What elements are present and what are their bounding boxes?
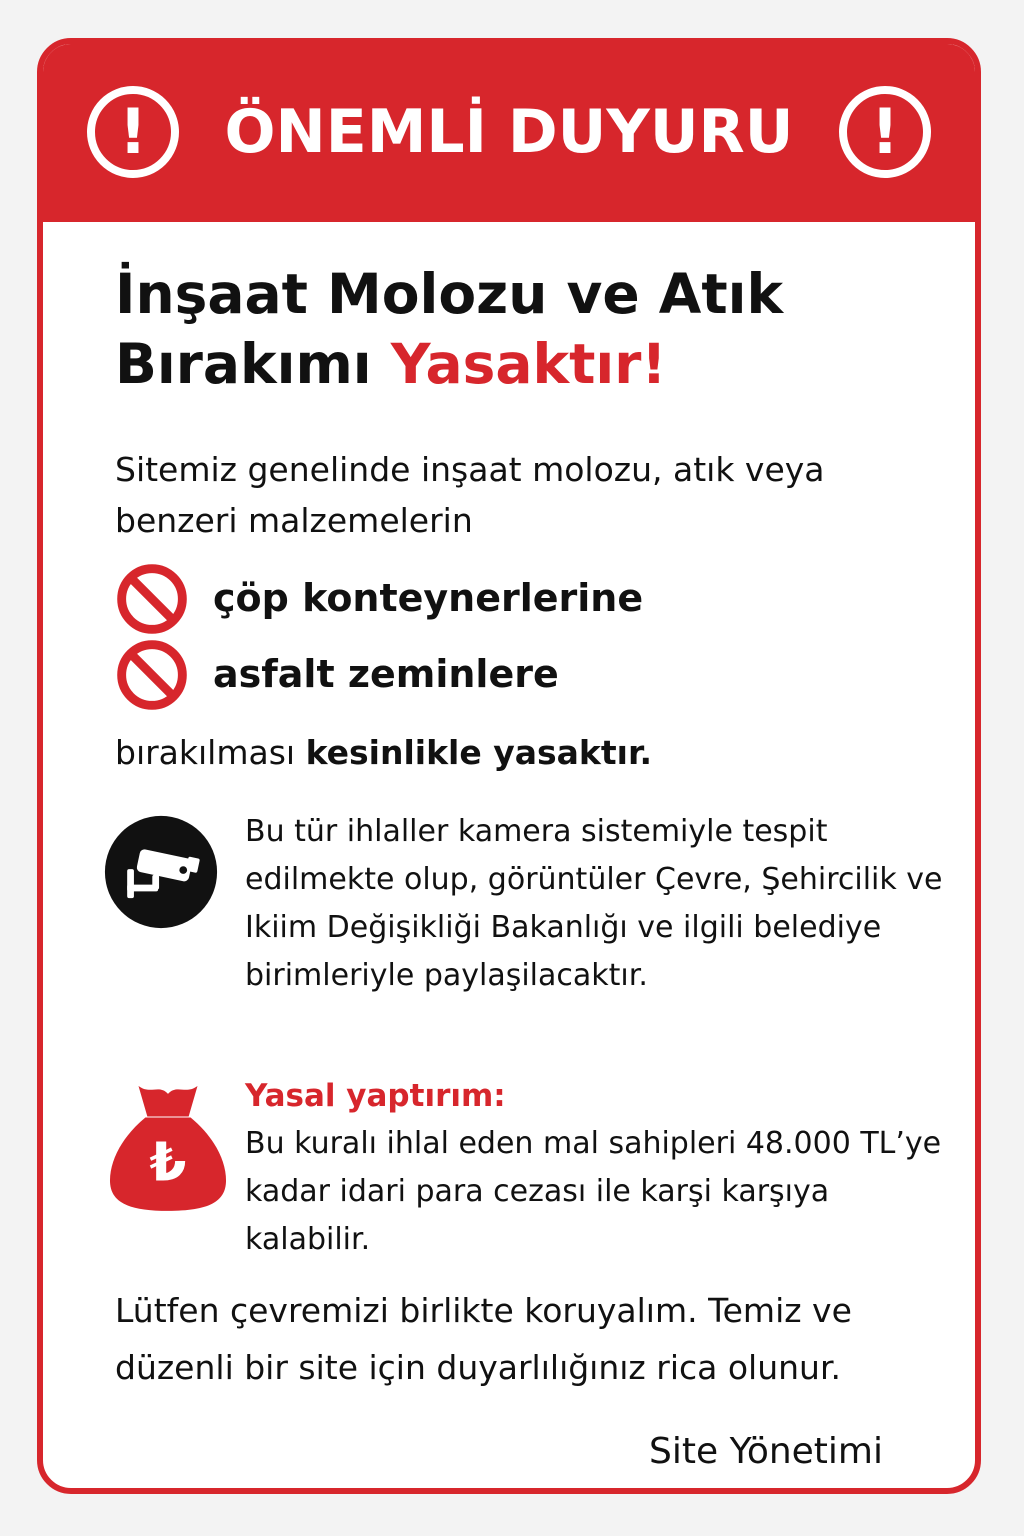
alert-glyph: ! <box>870 95 900 168</box>
closing-message: Lütfen çevremizi birlikte koruyalım. Temiz ve düzenli bir site için duyarlılığınız rica olunur. <box>115 1291 852 1387</box>
headline-emphasis: Yasaktır! <box>390 332 667 396</box>
no-entry-icon <box>115 562 189 636</box>
alert-icon <box>87 86 179 178</box>
headline-line-2-prefix: Bırakımı <box>115 332 391 396</box>
ban-statement-emphasis: kesinlikle yasaktır. <box>305 733 653 772</box>
no-entry-icon <box>115 638 189 712</box>
ban-statement <box>115 727 935 779</box>
ban-statement-prefix: bırakılması <box>115 733 306 772</box>
camera-notice-text: Bu tür ihlaller kamera sistemiyle tespit edilmekte olup, görüntüler Çevre, Şehircilik ve Ikiim Değişikliği Bakanlığı ve ilgili belediye birimleriyle paylaşilacaktır. <box>245 814 943 993</box>
announcement-sign <box>37 38 981 1494</box>
prohibition-headline <box>115 259 935 399</box>
announcement-title: ÖNEMLİ DUYURU <box>224 97 794 167</box>
site-management-signature: Site Yönetimi <box>649 1431 883 1472</box>
prohibited-place-label: çöp konteynerlerine <box>213 576 644 620</box>
turkish-lira-symbol: ₺ <box>149 1131 187 1194</box>
headline-line-1: İnşaat Molozu ve Atık <box>115 262 784 326</box>
headline-line-2 <box>115 329 935 399</box>
prohibited-place-label: asfalt zeminlere <box>213 652 559 696</box>
money-bag-icon <box>109 1078 227 1214</box>
intro-text: Sitemiz genelinde inşaat molozu, atık veya benzeri malzemelerin <box>115 450 825 540</box>
legal-sanction-heading: Yasal yaptırım: <box>245 1078 506 1114</box>
alert-icon <box>839 86 931 178</box>
security-camera-icon <box>103 814 219 930</box>
fine-notice-text: Bu kuralı ihlal eden mal sahipleri 48.000 TL’ye kadar idari para cezası ile karşi karşıya kalabilir. <box>245 1126 942 1257</box>
announcement-header <box>43 44 975 222</box>
alert-glyph: ! <box>118 95 148 168</box>
